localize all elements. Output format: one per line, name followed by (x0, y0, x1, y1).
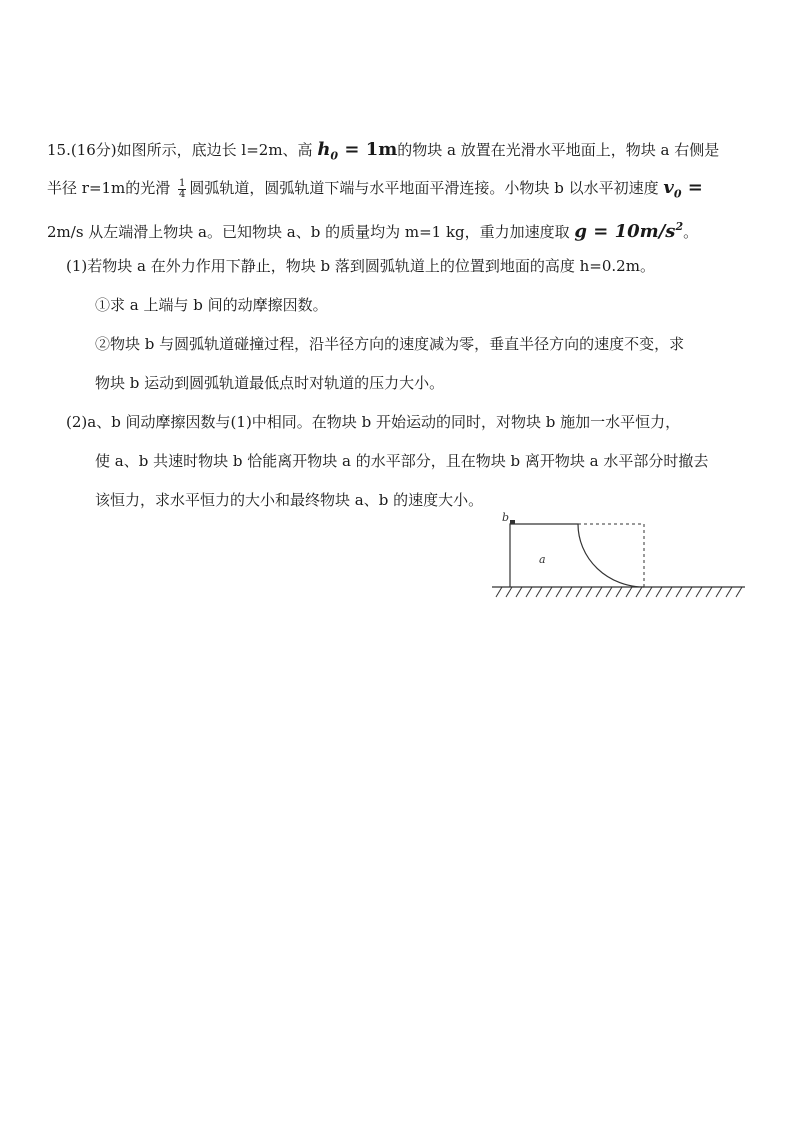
label-a: a (539, 553, 546, 566)
part-1-statement: (1)若物块 a 在外力作用下静止，物块 b 落到圆弧轨道上的位置到地面的高度 h=0.2m。 (66, 257, 655, 275)
question-line-1: 15.(16分)如图所示，底边长 l=2m、高 $h_0 = 1m$的物块 a 放置在光滑水平地面上，物块 a 右侧是 (47, 139, 720, 163)
block-and-arc-figure (490, 505, 750, 605)
part-2-line-1: (2)a、b 间动摩擦因数与(1)中相同。在物块 b 开始运动的同时，对物块 b 施加一水平恒力， (66, 413, 681, 431)
question-line-2: 半径 r=1m的光滑 $\frac{1}{4}$ 圆弧轨道，圆弧轨道下端与水平地面平滑连接。小物块 b 以水平初速度 $v_0$ = (47, 177, 703, 201)
h0-symbol: $h_0$ (317, 139, 339, 163)
gravity-expression: $g = 10m/s^2$ (574, 220, 684, 242)
part-1-subquestion-i: ①求 a 上端与 b 间的动摩擦因数。 (95, 296, 328, 314)
part-1-subquestion-ii-line-2: 物块 b 运动到圆弧轨道最低点时对轨道的压力大小。 (95, 374, 445, 392)
dashed-guide (578, 524, 644, 587)
label-b: b (502, 511, 510, 524)
part-1-subquestion-ii-line-1: ②物块 b 与圆弧轨道碰撞过程，沿半径方向的速度减为零，垂直半径方向的速度不变，求 (95, 335, 685, 353)
block-a-outline (510, 524, 644, 587)
h0-value: = 1m (338, 139, 398, 160)
part-2-line-2: 使 a、b 共速时物块 b 恰能离开物块 a 的水平部分，且在物块 b 离开物块 a 水平部分时撤去 (95, 452, 709, 470)
quarter-fraction: $\frac{1}{4}$ (179, 177, 186, 200)
block-b-marker (510, 520, 515, 524)
ground-hatching (496, 587, 742, 597)
part-2-line-3: 该恒力，求水平恒力的大小和最终物块 a、b 的速度大小。 (95, 491, 484, 509)
v0-symbol: $v_0$ (663, 177, 682, 201)
question-line-3: 2m/s 从左端滑上物块 a。已知物块 a、b 的质量均为 m=1 kg，重力加速度取 $g = 10m/s^2$。 (47, 220, 699, 242)
